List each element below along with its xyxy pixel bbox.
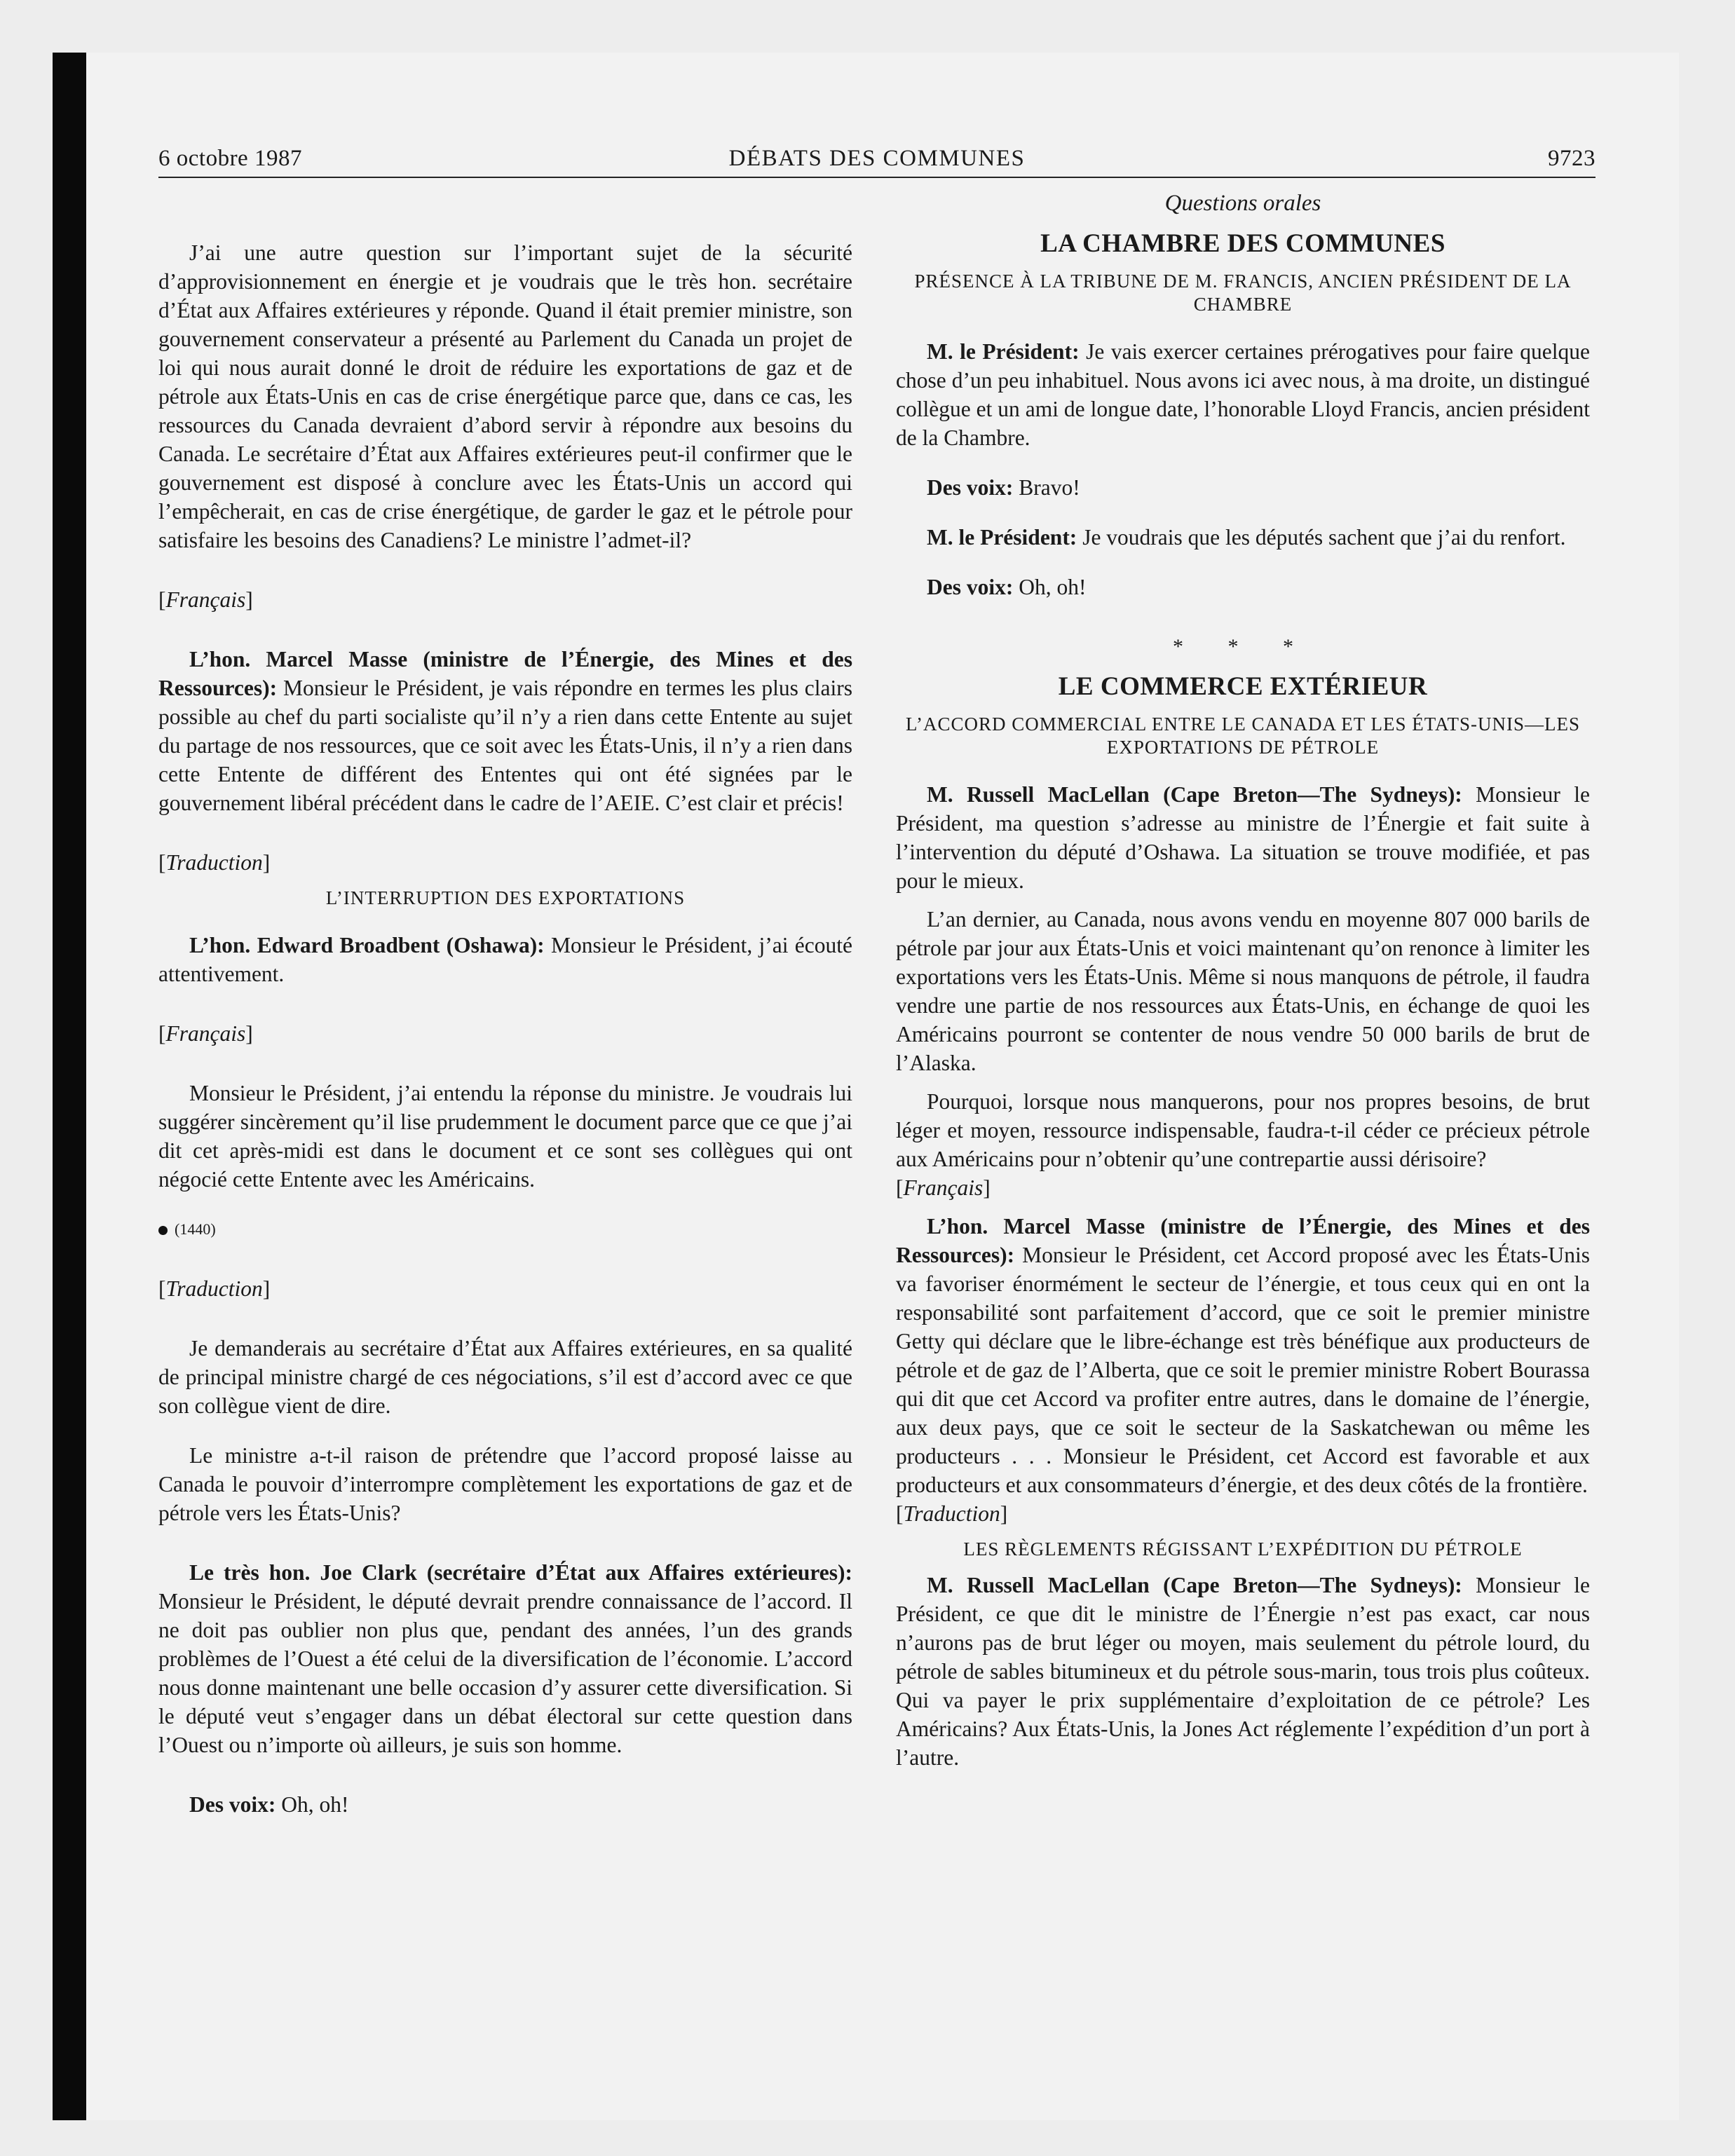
- language-note: [Français]: [158, 1021, 253, 1046]
- language-note: [Traduction]: [158, 850, 271, 875]
- speaker-name: M. Russell MacLellan (Cape Breton—The Sydneys):: [927, 1573, 1462, 1597]
- subject-heading: L’INTERRUPTION DES EXPORTATIONS: [325, 887, 686, 908]
- header-title: DÉBATS DES COMMUNES: [728, 146, 1026, 171]
- speaker-name: M. Russell MacLellan (Cape Breton—The Sydneys):: [927, 782, 1462, 807]
- paragraph: Pourquoi, lorsque nous manquerons, pour nos propres besoins, de brut léger et moyen, ressource indispensable, faudra-t-il céder ce précieux pétrole aux Américains pour n’obtenir qu’une contrepartie aussi dérisoire?: [896, 1089, 1590, 1171]
- timestamp: (1440): [158, 1215, 852, 1243]
- subject-heading: L’ACCORD COMMERCIAL ENTRE LE CANADA ET LES ÉTATS-UNIS—LES EXPORTATIONS DE PÉTROLE: [905, 714, 1581, 758]
- subject-heading: LES RÈGLEMENTS RÉGISSANT L’EXPÉDITION DU PÉTROLE: [963, 1538, 1523, 1560]
- speech: Des voix: Oh, oh!: [927, 575, 1087, 599]
- speaker-name: L’hon. Marcel Masse (ministre de l’Énergie, des Mines et des Ressources):: [158, 647, 852, 700]
- paragraph: J’ai une autre question sur l’important sujet de la sécurité d’approvisionnement en énergie et je voudrais que le très hon. secrétaire d’État aux Affaires extérieures y réponde. Quand il était premier ministre, son gouvernement conservateur a présenté au Parlement du Canada un projet de loi qui nous aurait donné le droit de réduire les exportations de gaz et de pétrole aux États-Unis en cas de crise énergétique parce que, dans ce cas, les ressources du Canada devraient d’abord servir à répondre aux besoins du Canada. Le secrétaire d’État aux Affaires extérieures peut-il confirmer que le gouvernement est disposé à conclure avec les États-Unis un accord qui l’empêcherait, en cas de crise énergétique, de garder le gaz et le pétrole pour satisfaire les besoins des Canadiens? Le ministre l’admet-il?: [158, 240, 852, 552]
- speech: Des voix: Bravo!: [927, 475, 1080, 500]
- header-date: 6 octobre 1987: [158, 146, 302, 171]
- speaker-name: M. le Président:: [927, 525, 1077, 550]
- speech: L’hon. Edward Broadbent (Oshawa): Monsieur le Président, j’ai écouté attentivement.: [158, 933, 852, 986]
- speech: Des voix: Oh, oh!: [189, 1792, 349, 1817]
- language-note: [Français]: [158, 587, 253, 612]
- speech: M. le Président: Je voudrais que les députés sachent que j’ai du renfort.: [927, 525, 1566, 550]
- scan-edge: [53, 53, 86, 2120]
- subject-heading: PRÉSENCE À LA TRIBUNE DE M. FRANCIS, ANCIEN PRÉSIDENT DE LA CHAMBRE: [914, 271, 1572, 315]
- speaker-name: Des voix:: [189, 1792, 276, 1817]
- speaker-name: Le très hon. Joe Clark (secrétaire d’État aux Affaires extérieures):: [189, 1560, 852, 1585]
- speech: Le très hon. Joe Clark (secrétaire d’État aux Affaires extérieures): Monsieur le Président, le député devrait prendre connaissance de l’accord. Il ne doit pas oublier non plus que, pendant des années, l’un des grands problèmes de l’Ouest a été celui de la diversification de l’économie. L’accord nous donne maintenant une belle occasion d’y assurer cette diversification. Si le député veut s’engager dans un débat électoral sur cette question dans l’Ouest ou n’importe où ailleurs, je suis son homme.: [158, 1560, 852, 1757]
- language-note: [Traduction]: [896, 1501, 1008, 1526]
- speech: M. Russell MacLellan (Cape Breton—The Sydneys): Monsieur le Président, ce que dit le ministre de l’Énergie n’est pas exact, car nous n’aurons pas de brut léger ou moyen, mais seulement du pétrole lourd, du pétrole de sables bitumineux et du pétrole sous-marin, tous trois plus coûteux. Qui va payer le prix supplémentaire d’exploitation de ce pétrole? Les Américains? Aux États-Unis, la Jones Act réglemente l’expédition d’un port à l’autre.: [896, 1573, 1590, 1770]
- speaker-name: M. le Président:: [927, 339, 1080, 364]
- header-page-number: 9723: [1548, 146, 1595, 171]
- speaker-name: L’hon. Edward Broadbent (Oshawa):: [189, 933, 545, 957]
- right-column: [896, 189, 1590, 1772]
- page-header: [158, 139, 1595, 181]
- speech: M. le Président: Je vais exercer certaines prérogatives pour faire quelque chose d’un peu inhabituel. Nous avons ici avec nous, à ma droite, un distingué collègue et un ami de longue date, l’honorable Lloyd Francis, ancien président de la Chambre.: [896, 339, 1590, 450]
- paragraph: Je demanderais au secrétaire d’État aux Affaires extérieures, en sa qualité de principal ministre chargé de ces négociations, s’il est d’accord avec ce que son collègue vient de dire.: [158, 1336, 852, 1418]
- speech: M. Russell MacLellan (Cape Breton—The Sydneys): Monsieur le Président, ma question s’adresse au ministre de l’Énergie et fait suite à l’intervention du député d’Oshawa. La situation se trouve modifiée, et pas pour le mieux.: [896, 782, 1590, 893]
- speaker-name: L’hon. Marcel Masse (ministre de l’Énergie, des Mines et des Ressources):: [896, 1214, 1590, 1267]
- paragraph: Monsieur le Président, j’ai entendu la réponse du ministre. Je voudrais lui suggérer sincèrement qu’il lise prudemment le document parce que ce que j’ai dit cet après-midi est dans le document et ce sont ses collègues qui ont négocié cette Entente avec les Américains.: [158, 1081, 852, 1192]
- bullet-dot-icon: [158, 1226, 168, 1235]
- rubric-title: LA CHAMBRE DES COMMUNES: [1040, 229, 1445, 258]
- paragraph: Le ministre a-t-il raison de prétendre que l’accord proposé laisse au Canada le pouvoir d’interrompre complètement les exportations de gaz et de pétrole vers les États-Unis?: [158, 1443, 852, 1525]
- speech: L’hon. Marcel Masse (ministre de l’Énergie, des Mines et des Ressources): Monsieur le Président, cet Accord proposé avec les États-Unis va favoriser énormément le secteur de l’énergie, et tous ceux qui en ont la responsabilité sont parfaitement d’accord, que ce soit le premier ministre Getty qui déclare que le libre-échange est très bénéfique aux producteurs de pétrole et de gaz de l’Alberta, que ce soit le premier ministre Robert Bourassa qui dit que cet Accord va profiter entre autres, dans le domaine de l’énergie, aux deux pays, que ce soit le secteur de la Saskatchewan ou même les producteurs . . . Monsieur le Président, cet Accord est favorable et aux producteurs et aux consommateurs d’énergie, et des deux côtés de la frontière.: [896, 1214, 1591, 1497]
- rubric-title: LE COMMERCE EXTÉRIEUR: [1058, 672, 1428, 701]
- speech: L’hon. Marcel Masse (ministre de l’Énergie, des Mines et des Ressources): Monsieur le Président, je vais répondre en termes les plus clairs possible au chef du parti socialiste qu’il n’y a rien dans cette Entente au sujet du partage de nos ressources, que ce soit avec les États-Unis, il n’y a rien dans cette Entente de différent des Ententes qui ont été signées par le gouvernement libéral précédent dans le cadre de l’AEIE. C’est clair et précis!: [158, 647, 852, 815]
- section-title: Questions orales: [1164, 191, 1321, 216]
- paragraph: L’an dernier, au Canada, nous avons vendu en moyenne 807 000 barils de pétrole par jour aux États-Unis et voici maintenant qu’on renonce à limiter les exportations vers les États-Unis. Même si nous manquons de pétrole, il faudra vendre une partie de nos ressources aux États-Unis, en échange de quoi les Américains pourront se contenter de nous vendre 50 000 barils de brut de l’Alaska.: [896, 907, 1590, 1075]
- language-note: [Français]: [896, 1175, 991, 1200]
- left-column: [158, 238, 852, 1819]
- header-rule: [158, 177, 1595, 178]
- speaker-name: Des voix:: [927, 575, 1014, 599]
- speaker-name: Des voix:: [927, 475, 1014, 500]
- section-separator: * * *: [1173, 635, 1313, 658]
- language-note: [Traduction]: [158, 1276, 271, 1301]
